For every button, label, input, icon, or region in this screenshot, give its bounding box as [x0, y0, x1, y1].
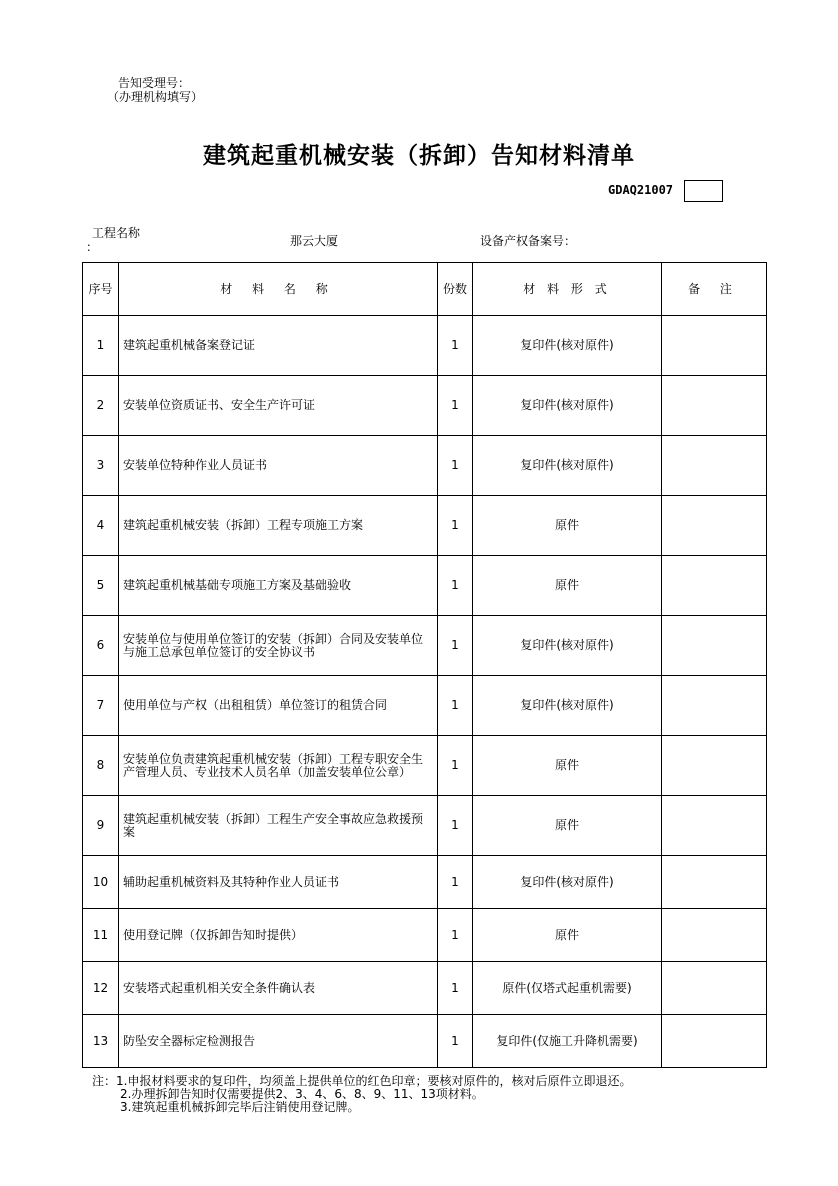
material-form: 原件 [473, 796, 662, 856]
copies: 1 [438, 1015, 473, 1068]
project-name-value: 那云大厦 [290, 234, 339, 248]
project-name-label: 工程名称 [92, 226, 141, 240]
receipt-number-label: 告知受理号： [118, 76, 191, 90]
table-row [83, 962, 767, 1015]
remark-cell[interactable] [662, 376, 767, 436]
table-row [83, 376, 767, 436]
page-title: 建筑起重机械安装（拆卸）告知材料清单 [203, 143, 635, 169]
note-line-1: 注：1.申报材料要求的复印件，均须盖上提供单位的红色印章；要核对原件的，核对后原件立即退还。 [92, 1074, 632, 1088]
copies: 1 [438, 496, 473, 556]
row-number: 4 [83, 496, 119, 556]
remark-cell[interactable] [662, 316, 767, 376]
col-header-no: 序号 [83, 263, 119, 316]
row-number: 9 [83, 796, 119, 856]
material-name: 建筑起重机械安装（拆卸）工程生产安全事故应急救援预案 [119, 796, 438, 856]
table-row [83, 316, 767, 376]
material-form: 原件 [473, 736, 662, 796]
table-row [83, 496, 767, 556]
material-name: 安装单位特种作业人员证书 [119, 436, 438, 496]
material-name: 安装单位负责建筑起重机械安装（拆卸）工程专职安全生产管理人员、专业技术人员名单（加盖安装单位公章） [119, 736, 438, 796]
table-row [83, 796, 767, 856]
material-form: 原件 [473, 556, 662, 616]
table-row [83, 556, 767, 616]
row-number: 12 [83, 962, 119, 1015]
material-name: 使用登记牌（仅拆卸告知时提供） [119, 909, 438, 962]
copies: 1 [438, 316, 473, 376]
project-name-colon: ： [86, 240, 99, 254]
remark-cell[interactable] [662, 1015, 767, 1068]
row-number: 3 [83, 436, 119, 496]
materials-table [82, 262, 767, 1068]
material-name: 建筑起重机械备案登记证 [119, 316, 438, 376]
material-form: 复印件(核对原件) [473, 856, 662, 909]
material-name: 使用单位与产权（出租租赁）单位签订的租赁合同 [119, 676, 438, 736]
material-form: 原件 [473, 496, 662, 556]
material-form: 复印件(核对原件) [473, 436, 662, 496]
remark-cell[interactable] [662, 436, 767, 496]
table-row [83, 736, 767, 796]
col-header-copies: 份数 [438, 263, 473, 316]
copies: 1 [438, 736, 473, 796]
table-row [83, 1015, 767, 1068]
table-row [83, 909, 767, 962]
col-header-form: 材 料 形 式 [473, 263, 662, 316]
remark-cell[interactable] [662, 676, 767, 736]
remark-cell[interactable] [662, 736, 767, 796]
remark-cell[interactable] [662, 962, 767, 1015]
remark-cell[interactable] [662, 856, 767, 909]
copies: 1 [438, 909, 473, 962]
form-code-box[interactable] [684, 180, 723, 202]
remark-cell[interactable] [662, 496, 767, 556]
material-name: 防坠安全器标定检测报告 [119, 1015, 438, 1068]
material-form: 复印件(核对原件) [473, 616, 662, 676]
note-line-2: 2.办理拆卸告知时仅需要提供2、3、4、6、8、9、11、13项材料。 [120, 1087, 484, 1101]
row-number: 2 [83, 376, 119, 436]
material-name: 安装单位与使用单位签订的安装（拆卸）合同及安装单位与施工总承包单位签订的安全协议书 [119, 616, 438, 676]
col-header-name: 材 料 名 称 [119, 263, 438, 316]
equipment-record-label: 设备产权备案号： [480, 234, 577, 248]
material-form: 原件(仅塔式起重机需要) [473, 962, 662, 1015]
row-number: 11 [83, 909, 119, 962]
remark-cell[interactable] [662, 909, 767, 962]
copies: 1 [438, 376, 473, 436]
remark-cell[interactable] [662, 616, 767, 676]
copies: 1 [438, 676, 473, 736]
table-row [83, 856, 767, 909]
material-name: 安装塔式起重机相关安全条件确认表 [119, 962, 438, 1015]
material-form: 原件 [473, 909, 662, 962]
material-form: 复印件(核对原件) [473, 316, 662, 376]
copies: 1 [438, 856, 473, 909]
row-number: 7 [83, 676, 119, 736]
form-code: GDAQ21007 [608, 183, 674, 197]
table-row [83, 676, 767, 736]
table-header-row [83, 263, 767, 316]
row-number: 8 [83, 736, 119, 796]
material-name: 建筑起重机械基础专项施工方案及基础验收 [119, 556, 438, 616]
copies: 1 [438, 556, 473, 616]
remark-cell[interactable] [662, 796, 767, 856]
table-row [83, 616, 767, 676]
row-number: 6 [83, 616, 119, 676]
copies: 1 [438, 962, 473, 1015]
material-name: 安装单位资质证书、安全生产许可证 [119, 376, 438, 436]
row-number: 10 [83, 856, 119, 909]
material-name: 建筑起重机械安装（拆卸）工程专项施工方案 [119, 496, 438, 556]
copies: 1 [438, 436, 473, 496]
row-number: 5 [83, 556, 119, 616]
receipt-number-note: （办理机构填写） [107, 90, 204, 104]
material-form: 复印件(仅施工升降机需要) [473, 1015, 662, 1068]
note-line-3: 3.建筑起重机械拆卸完毕后注销使用登记牌。 [120, 1100, 360, 1114]
table-row [83, 436, 767, 496]
copies: 1 [438, 616, 473, 676]
row-number: 13 [83, 1015, 119, 1068]
row-number: 1 [83, 316, 119, 376]
remark-cell[interactable] [662, 556, 767, 616]
material-name: 辅助起重机械资料及其特种作业人员证书 [119, 856, 438, 909]
col-header-remark: 备 注 [662, 263, 767, 316]
material-form: 复印件(核对原件) [473, 376, 662, 436]
notes [92, 1075, 631, 1114]
copies: 1 [438, 796, 473, 856]
material-form: 复印件(核对原件) [473, 676, 662, 736]
